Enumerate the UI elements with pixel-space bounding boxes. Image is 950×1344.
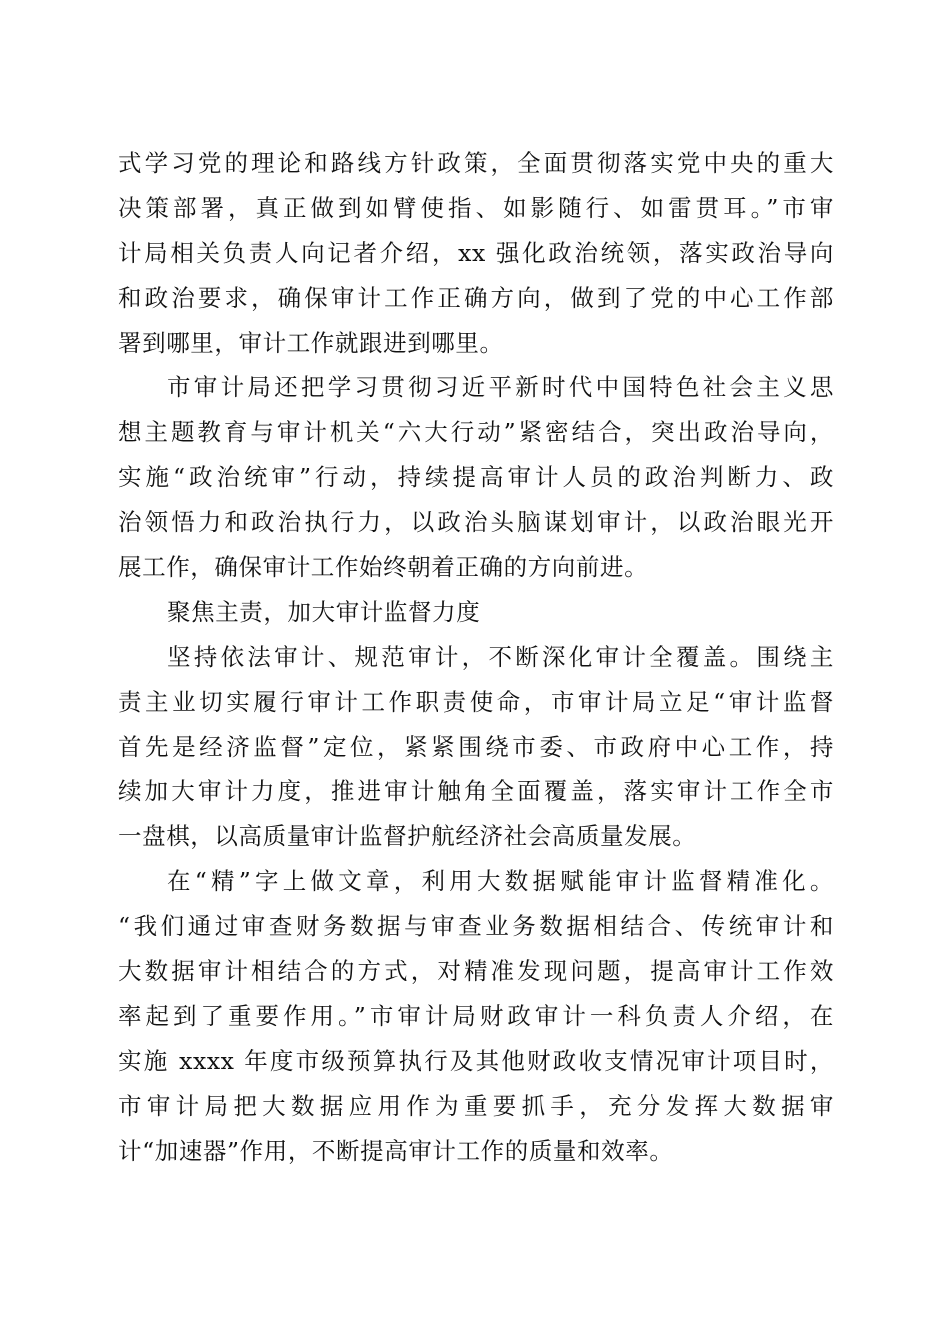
text-line: 在“精”字上做文章，利用大数据赋能审计监督精准化。 <box>167 867 834 896</box>
text-line: 决策部署，真正做到如臂使指、如影随行、如雷贯耳。”市审 <box>118 193 834 222</box>
text-line: 大数据审计相结合的方式，对精准发现问题，提高审计工作效 <box>118 957 834 986</box>
text-line: 实施“政治统审”行动，持续提高审计人员的政治判断力、政 <box>118 463 834 492</box>
text-line: 责主业切实履行审计工作职责使命，市审计局立足“审计监督 <box>118 687 834 716</box>
text-line: 首先是经济监督”定位，紧紧围绕市委、市政府中心工作，持 <box>118 732 834 761</box>
text-line: 坚持依法审计、规范审计，不断深化审计全覆盖。围绕主 <box>167 642 834 671</box>
text-line: 治领悟力和政治执行力，以政治头脑谋划审计，以政治眼光开 <box>118 508 834 537</box>
text-line: 续加大审计力度，推进审计触角全面覆盖，落实审计工作全市 <box>118 777 834 806</box>
text-line: “我们通过审查财务数据与审查业务数据相结合、传统审计和 <box>118 912 834 941</box>
text-line: 市审计局把大数据应用作为重要抓手，充分发挥大数据审 <box>118 1091 834 1120</box>
text-line: 率起到了重要作用。”市审计局财政审计一科负责人介绍，在 <box>118 1001 834 1030</box>
text-line: 市审计局还把学习贯彻习近平新时代中国特色社会主义思 <box>167 373 834 402</box>
text-line: 计“加速器”作用，不断提高审计工作的质量和效率。 <box>118 1136 674 1165</box>
document-body <box>118 141 834 1173</box>
text-line: 式学习党的理论和路线方针政策，全面贯彻落实党中央的重大 <box>118 149 834 177</box>
text-line: 一盘棋，以高质量审计监督护航经济社会高质量发展。 <box>118 822 697 851</box>
text-line: 想主题教育与审计机关“六大行动”紧密结合，突出政治导向， <box>118 418 834 447</box>
text-line: 聚焦主责，加大审计监督力度 <box>167 597 481 626</box>
text-line: 计局相关负责人向记者介绍，xx 强化政治统领，落实政治导向 <box>118 238 834 267</box>
text-line: 和政治要求，确保审计工作正确方向，做到了党的中心工作部 <box>118 283 834 312</box>
text-line: 署到哪里，审计工作就跟进到哪里。 <box>118 328 504 357</box>
text-line: 实施 xxxx 年度市级预算执行及其他财政收支情况审计项目时， <box>118 1046 834 1075</box>
text-line: 展工作，确保审计工作始终朝着正确的方向前进。 <box>118 553 649 582</box>
